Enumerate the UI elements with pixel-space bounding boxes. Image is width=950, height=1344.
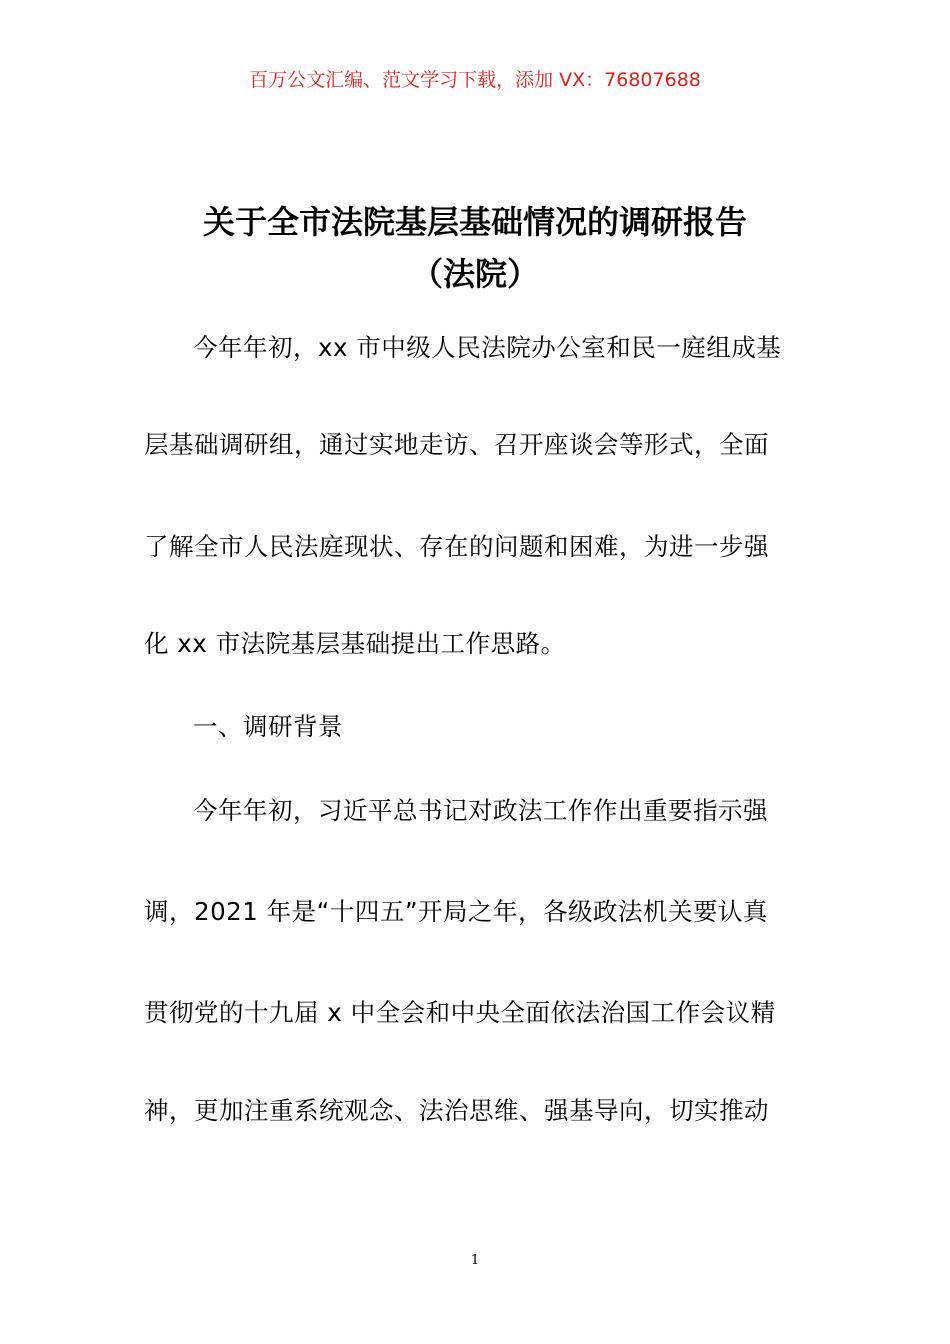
body-line: 层基础调研组，通过实地走访、召开座谈会等形式，全面	[144, 430, 769, 459]
body-line: 了解全市人民法庭现状、存在的问题和困难，为进一步强	[144, 532, 769, 561]
body-line: 今年年初，xx 市中级人民法院办公室和民一庭组成基	[193, 333, 782, 362]
body-line: 贯彻党的十九届 x 中全会和中央全面依法治国工作会议精	[144, 998, 776, 1027]
body-line: 神，更加注重系统观念、法治思维、强基导向，切实推动	[144, 1096, 769, 1125]
body-line: 今年年初，习近平总书记对政法工作作出重要指示强	[193, 796, 768, 825]
document-title: 关于全市法院基层基础情况的调研报告	[202, 203, 747, 241]
header-banner: 百万公文汇编、范文学习下载，添加 VX：76807688	[249, 69, 701, 91]
body-line: 调，2021 年是“十四五”开局之年，各级政法机关要认真	[144, 897, 769, 926]
document-subtitle: （法院）	[410, 255, 539, 293]
page-number: 1	[470, 1253, 480, 1268]
body-line: 化 xx 市法院基层基础提出工作思路。	[144, 629, 566, 658]
section-heading: 一、调研背景	[193, 712, 343, 741]
